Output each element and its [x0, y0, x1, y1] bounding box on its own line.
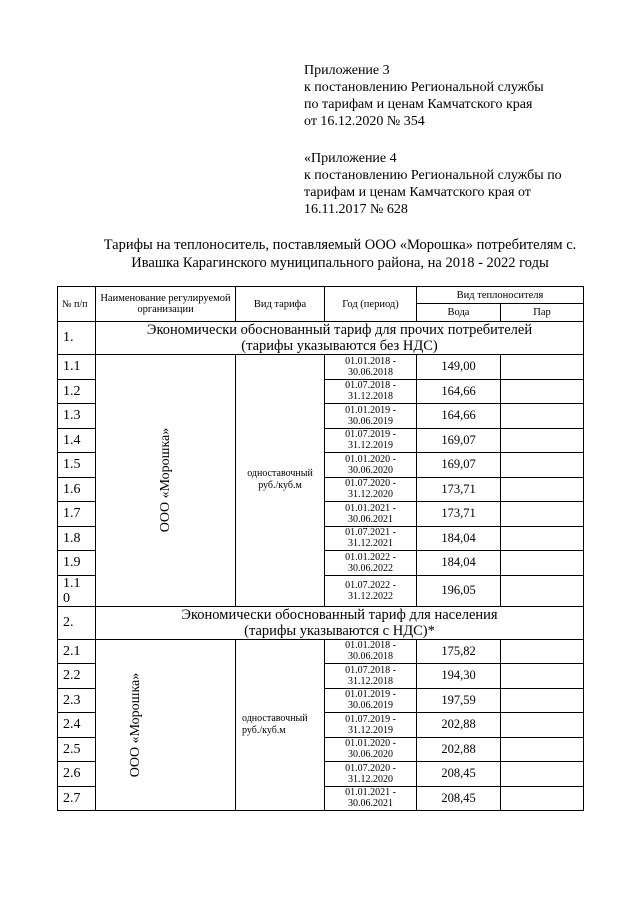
- row-number: 2.7: [58, 786, 96, 811]
- period-end: 30.06.2018: [348, 651, 393, 663]
- period-start: 01.07.2021 -: [345, 527, 396, 539]
- water-tariff-value: 202,88: [417, 713, 501, 738]
- water-tariff-value: 197,59: [417, 688, 501, 713]
- section-title-line: Экономически обоснованный тариф для прочих потребителей: [146, 322, 533, 338]
- row-number: 1.4: [58, 428, 96, 453]
- steam-tariff-value: [501, 379, 584, 404]
- water-tariff-value: 184,04: [417, 551, 501, 576]
- header-number: № п/п: [58, 287, 96, 322]
- row-number: 1.5: [58, 453, 96, 478]
- row-number: 1.8: [58, 526, 96, 551]
- water-tariff-value: 184,04: [417, 526, 501, 551]
- row-number: 2.3: [58, 688, 96, 713]
- period-start: 01.07.2022 -: [345, 579, 396, 591]
- period-end: 31.12.2018: [348, 675, 393, 687]
- period-end: 30.06.2020: [348, 464, 393, 476]
- period-end: 30.06.2021: [348, 513, 393, 525]
- tariff-kind: одноставочный руб./куб.м: [247, 468, 313, 492]
- tariff-kind: одноставочный руб./куб.м: [242, 712, 308, 736]
- water-tariff-value: 164,66: [417, 404, 501, 429]
- period-end: 30.06.2018: [348, 366, 393, 378]
- period-cell: [325, 453, 417, 478]
- header-organization: Наименование регулируемой организации: [96, 287, 236, 322]
- header-line: тарифам и ценам Камчатского края от: [304, 185, 531, 200]
- period-end: 31.12.2020: [348, 489, 393, 501]
- tariff-kind-cell: [236, 355, 325, 607]
- water-tariff-value: 169,07: [417, 453, 501, 478]
- row-number: 2.1: [58, 639, 96, 664]
- header-heat-carrier: Вид теплоносителя: [417, 287, 584, 304]
- period-start: 01.01.2019 -: [345, 689, 396, 701]
- steam-tariff-value: [501, 664, 584, 689]
- steam-tariff-value: [501, 639, 584, 664]
- header-line: к постановлению Региональной службы: [304, 80, 544, 95]
- period-start: 01.07.2020 -: [345, 478, 396, 490]
- header-line: от 16.12.2020 № 354: [304, 114, 425, 129]
- table-body: [58, 322, 584, 811]
- section-number: 1.: [58, 322, 96, 355]
- period-end: 30.06.2022: [348, 562, 393, 574]
- period-cell: [325, 404, 417, 429]
- period-cell: [325, 575, 417, 606]
- steam-tariff-value: [501, 762, 584, 787]
- section-title: [96, 606, 584, 639]
- period-end: 31.12.2018: [348, 391, 393, 403]
- header-period: Год (период): [325, 287, 417, 322]
- steam-tariff-value: [501, 453, 584, 478]
- period-cell: [325, 688, 417, 713]
- row-number: 1.6: [58, 477, 96, 502]
- period-end: 30.06.2019: [348, 700, 393, 712]
- row-number: 1.1: [58, 355, 96, 380]
- period-start: 01.01.2019 -: [345, 404, 396, 416]
- period-end: 30.06.2021: [348, 798, 393, 810]
- period-cell: [325, 639, 417, 664]
- period-cell: [325, 664, 417, 689]
- period-end: 31.12.2019: [348, 440, 393, 452]
- section-title-line: (тарифы указываются без НДС): [241, 338, 438, 354]
- header-steam: Пар: [501, 304, 584, 322]
- period-cell: [325, 428, 417, 453]
- period-cell: [325, 551, 417, 576]
- document-title: [40, 236, 640, 272]
- header-line: 16.11.2017 № 628: [304, 202, 408, 217]
- section-title-line: (тарифы указываются с НДС)*: [244, 622, 435, 639]
- period-cell: [325, 355, 417, 380]
- steam-tariff-value: [501, 551, 584, 576]
- water-tariff-value: 202,88: [417, 737, 501, 762]
- steam-tariff-value: [501, 355, 584, 380]
- water-tariff-value: 208,45: [417, 762, 501, 787]
- title-line: Ивашка Карагинского муниципального района, на 2018 - 2022 годы: [131, 255, 549, 271]
- water-tariff-value: 175,82: [417, 639, 501, 664]
- steam-tariff-value: [501, 737, 584, 762]
- period-start: 01.01.2018 -: [345, 640, 396, 652]
- period-start: 01.07.2020 -: [345, 762, 396, 774]
- section-row: [58, 606, 584, 639]
- period-end: 31.12.2022: [348, 590, 393, 602]
- row-number: 2.4: [58, 713, 96, 738]
- row-number: 2.5: [58, 737, 96, 762]
- section-row: [58, 322, 584, 355]
- period-start: 01.07.2018 -: [345, 380, 396, 392]
- water-tariff-value: 194,30: [417, 664, 501, 689]
- period-cell: [325, 477, 417, 502]
- period-start: 01.01.2022 -: [345, 551, 396, 563]
- steam-tariff-value: [501, 713, 584, 738]
- water-tariff-value: 149,00: [417, 355, 501, 380]
- row-number: 2.2: [58, 664, 96, 689]
- period-end: 30.06.2020: [348, 749, 393, 761]
- period-cell: [325, 502, 417, 527]
- period-cell: [325, 379, 417, 404]
- period-cell: [325, 737, 417, 762]
- header-line: к постановлению Региональной службы по: [304, 168, 562, 183]
- steam-tariff-value: [501, 786, 584, 811]
- period-end: 31.12.2021: [348, 538, 393, 550]
- water-tariff-value: 169,07: [417, 428, 501, 453]
- row-number: 1.1 0: [58, 575, 96, 606]
- water-tariff-value: 208,45: [417, 786, 501, 811]
- water-tariff-value: 164,66: [417, 379, 501, 404]
- tariff-kind-cell: [236, 639, 325, 811]
- period-end: 31.12.2020: [348, 773, 393, 785]
- row-number: 2.6: [58, 762, 96, 787]
- organization-cell: [96, 355, 236, 607]
- header-line: «Приложение 4: [304, 151, 397, 166]
- section-title: [96, 322, 584, 355]
- header-tariff-kind: Вид тарифа: [236, 287, 325, 322]
- steam-tariff-value: [501, 428, 584, 453]
- organization-name: ООО «Морошка»: [128, 672, 143, 778]
- steam-tariff-value: [501, 526, 584, 551]
- section-title-line: Экономически обоснованный тариф для населения: [181, 606, 498, 623]
- header-line: Приложение 3: [304, 63, 390, 78]
- period-start: 01.07.2019 -: [345, 429, 396, 441]
- period-start: 01.01.2020 -: [345, 453, 396, 465]
- appendix-4-header: [304, 150, 562, 218]
- organization-cell: [96, 639, 236, 811]
- row-number: 1.3: [58, 404, 96, 429]
- steam-tariff-value: [501, 502, 584, 527]
- table-row: [58, 355, 584, 380]
- period-start: 01.01.2018 -: [345, 355, 396, 367]
- water-tariff-value: 173,71: [417, 502, 501, 527]
- period-cell: [325, 762, 417, 787]
- period-end: 30.06.2019: [348, 415, 393, 427]
- row-number: 1.9: [58, 551, 96, 576]
- row-number: 1.7: [58, 502, 96, 527]
- water-tariff-value: 196,05: [417, 575, 501, 606]
- period-cell: [325, 526, 417, 551]
- steam-tariff-value: [501, 688, 584, 713]
- period-start: 01.01.2021 -: [345, 502, 396, 514]
- title-line: Тарифы на теплоноситель, поставляемый ООО «Морошка» потребителям с.: [103, 237, 577, 253]
- period-start: 01.07.2019 -: [345, 713, 396, 725]
- table-row: [58, 639, 584, 664]
- steam-tariff-value: [501, 575, 584, 606]
- steam-tariff-value: [501, 404, 584, 429]
- period-start: 01.01.2021 -: [345, 787, 396, 799]
- row-number: 1.2: [58, 379, 96, 404]
- water-tariff-value: 173,71: [417, 477, 501, 502]
- section-number: 2.: [58, 606, 96, 639]
- steam-tariff-value: [501, 477, 584, 502]
- tariff-table: [57, 286, 584, 811]
- header-line: по тарифам и ценам Камчатского края: [304, 97, 533, 112]
- header-water: Вода: [417, 304, 501, 322]
- period-end: 31.12.2019: [348, 724, 393, 736]
- organization-name: ООО «Морошка»: [158, 427, 173, 533]
- period-start: 01.07.2018 -: [345, 664, 396, 676]
- appendix-3-header: [304, 62, 544, 130]
- period-start: 01.01.2020 -: [345, 738, 396, 750]
- period-cell: [325, 786, 417, 811]
- period-cell: [325, 713, 417, 738]
